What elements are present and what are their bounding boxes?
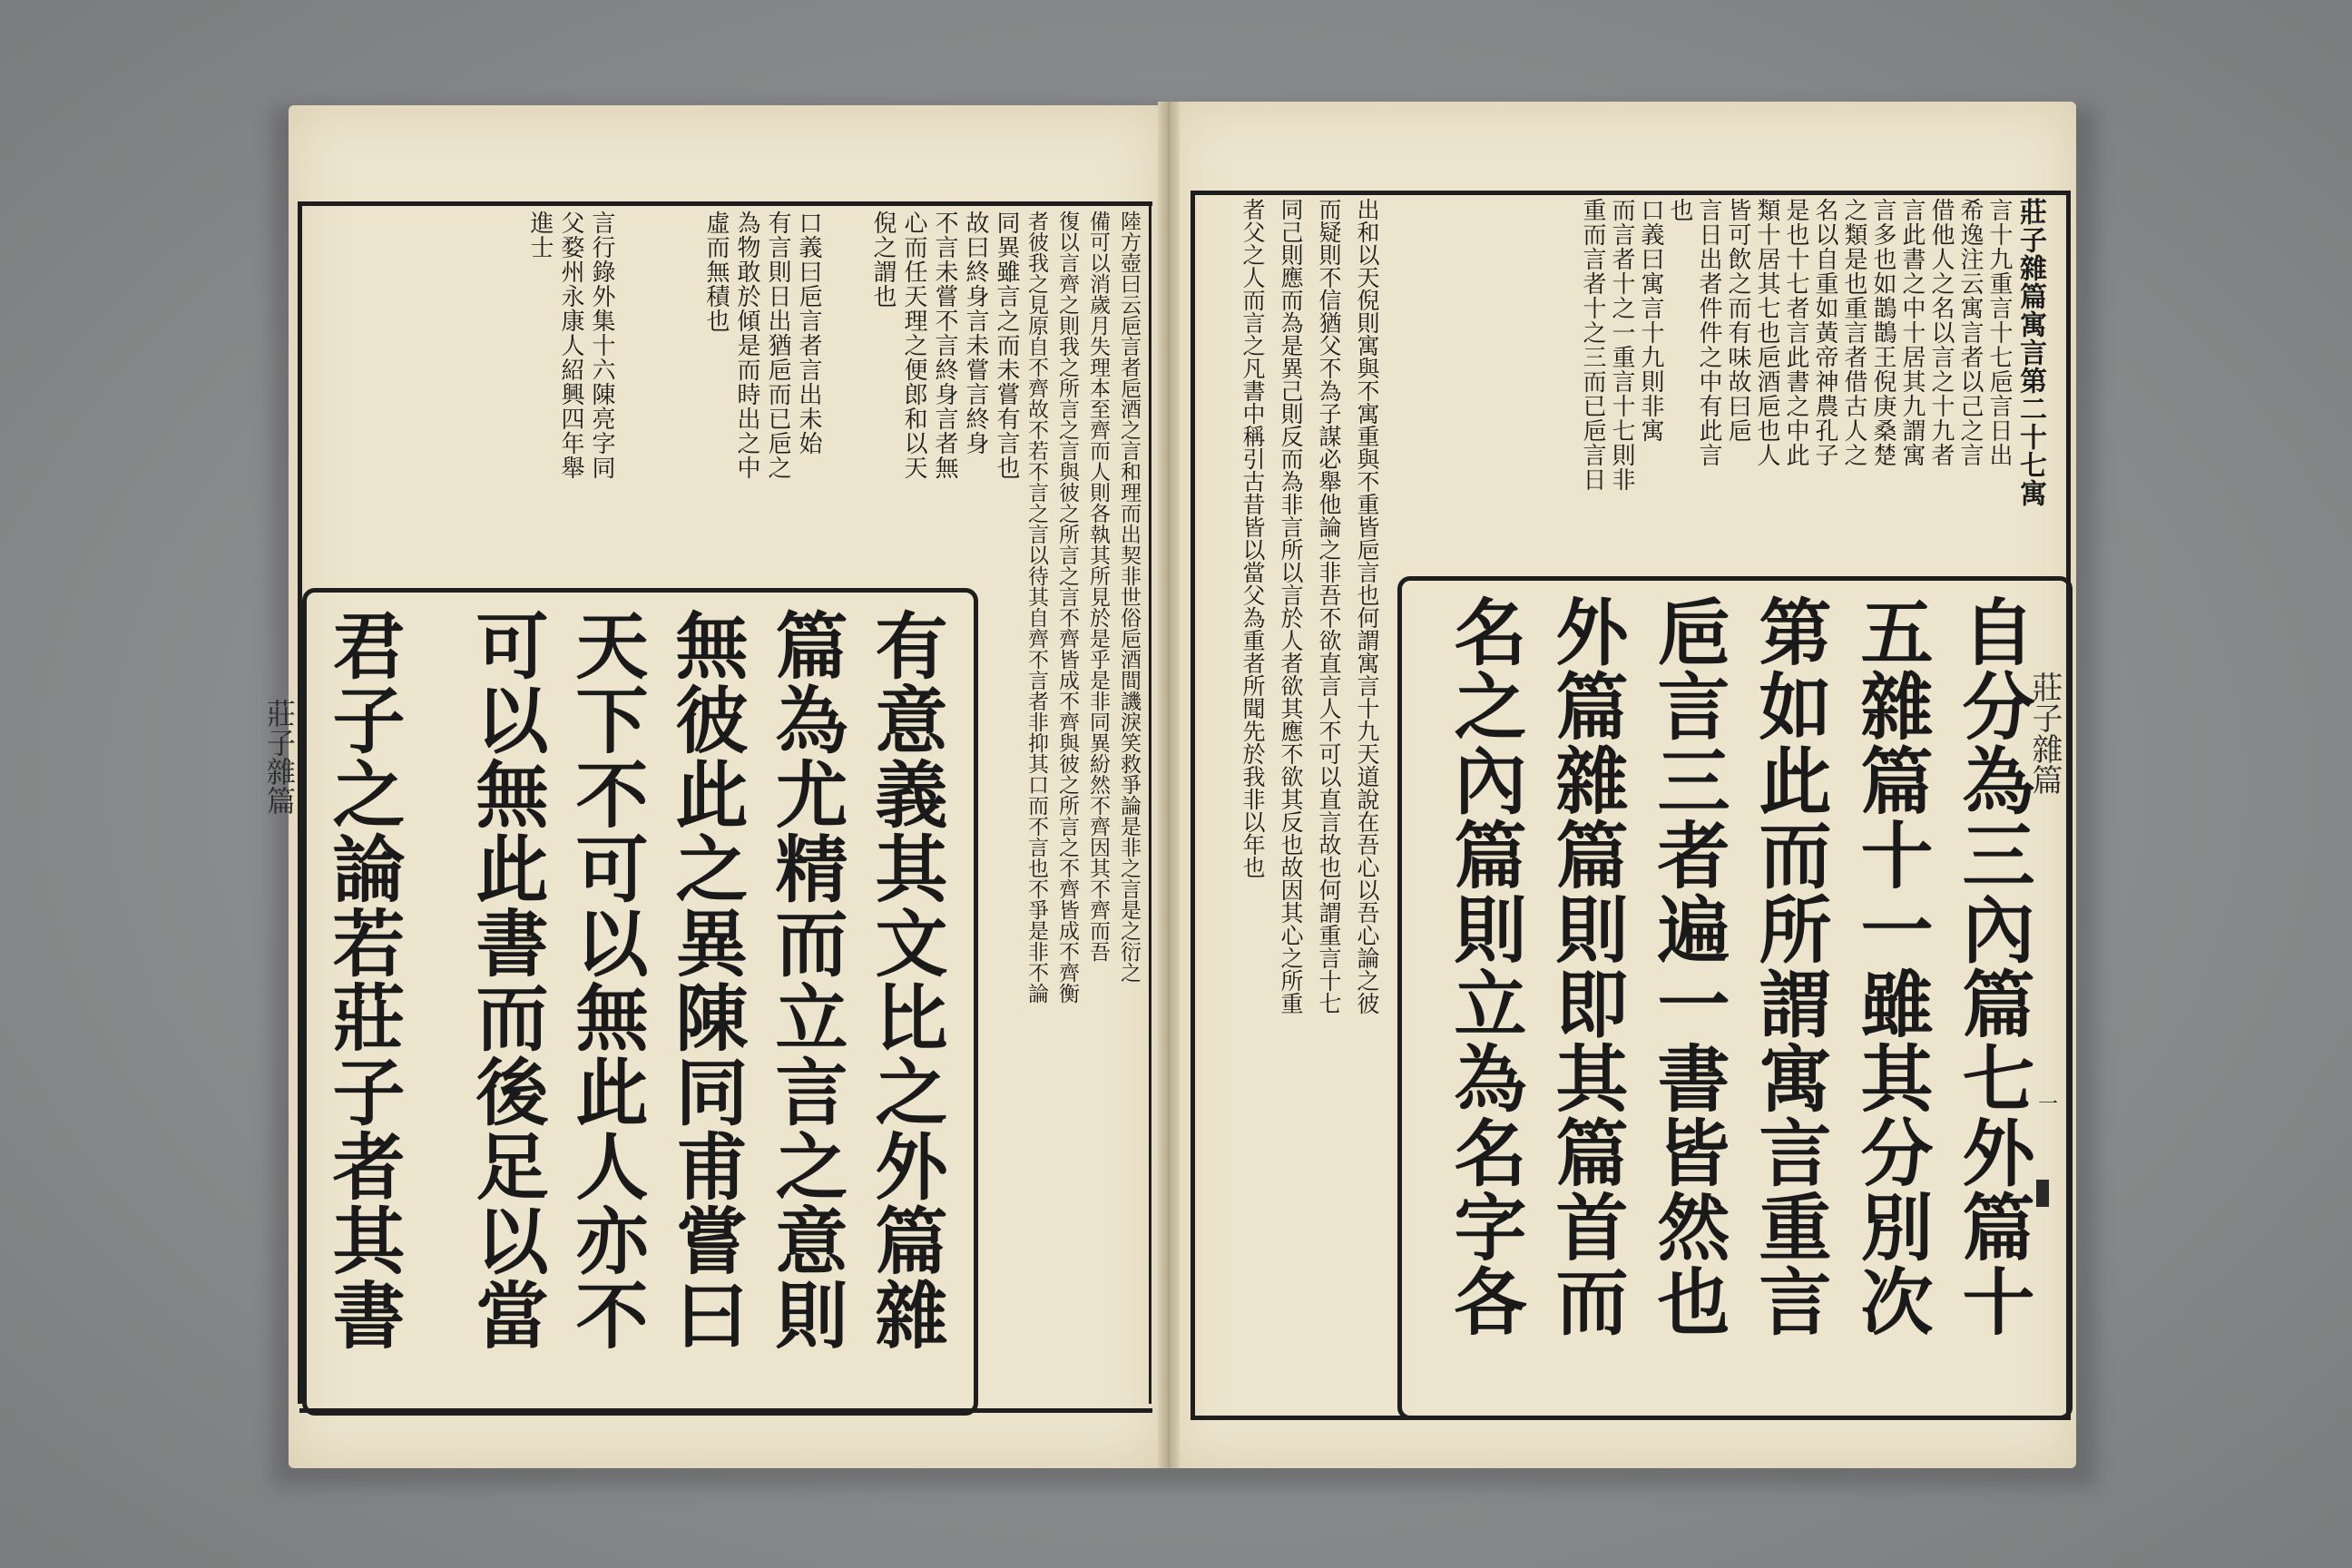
right-commentary-col: 口義曰寓言十九則非寓 [1637,198,1664,443]
left-main-col: 有意義其文比之外篇雜 [863,608,948,1352]
left-commentary-col: 進士 [526,211,554,260]
right-commentary-col: 借他人之名以言之十九者 [1927,198,1955,467]
left-commentary-col: 陸方壺曰云巵言者巵酒之言和理而出契非世俗巵酒間譏淚笑救爭論是非之言是之衍之 [1117,211,1141,983]
left-commentary-col: 不言未嘗不言終身言者無 [931,211,958,480]
right-commentary-col: 言此書之中十居其九謂寓 [1898,198,1926,467]
right-commentary-col: 者父之人而言之凡書中稱引古昔皆以當父為重者所聞先於我非以年也 [1240,198,1266,878]
right-commentary-col: 而言者十之一重言十七則非 [1608,198,1635,492]
right-commentary-col: 而疑則不信猶父不為子謀必舉他論之非吾不欲直言人不可以直言故也何謂重言十七 [1316,198,1342,1014]
right-main-col: 第如此而所謂寓言重言 [1747,594,1832,1338]
left-commentary-col: 者彼我之見原自不齊故不若不言之言以待其自齊不言者非抑其口而不言也不爭是非不論 [1024,211,1048,1004]
book-gutter [1158,102,1180,1468]
left-commentary-col: 復以言齊之則我之所言之言與彼之所言之言不齊皆成不齊與彼之所言之不齊皆成不齊衡 [1055,211,1079,1004]
right-main-col: 外篇雜篇則即其篇首而 [1544,594,1629,1338]
left-commentary-col: 心而任天理之便郎和以天 [900,211,927,480]
right-margin-title: 莊子雜篇 [2026,671,2063,795]
right-commentary-col: 莊子雜篇寓言第二十七寓 [2014,198,2046,507]
left-main-col: 君子之論若莊子者其書 [320,608,406,1352]
right-commentary-col: 言多也如鵲鵲王倪庚桑楚 [1869,198,1896,467]
right-commentary-col: 類十居其七也巵酒巵也人 [1753,198,1780,467]
right-page-number: 一 [2038,1093,2059,1116]
fish-tail-mark [2036,1180,2049,1207]
left-margin-title: 莊子雜篇 [262,699,297,815]
left-commentary-col: 倪之謂也 [869,211,897,309]
left-commentary-col: 同異雖言之而未嘗有言也 [993,211,1020,480]
left-commentary-col: 口義曰巵言者言出未始 [795,211,822,456]
left-commentary-col: 有言則日出猶巵而已巵之 [764,211,791,480]
right-commentary-col: 同己則應而為是異己則反而為非言所以言於人者欲其應不欲其反也故因其心之所重 [1278,198,1304,1014]
right-commentary-col: 名以自重如黃帝神農孔子 [1811,198,1838,467]
left-main-col: 篇為尤精而立言之意則 [763,608,848,1352]
right-commentary-col: 是也十七者言此書之中此 [1782,198,1809,467]
left-commentary-col: 備可以消歲月失理本至齊而人則各執其所見於是乎是非同異紛然不齊因其不齊而吾 [1086,211,1110,962]
left-commentary-col: 言行錄外集十六陳亮字同 [588,211,615,480]
left-commentary-col: 虛而無積也 [702,211,730,333]
right-commentary-col: 言十九重言十七巵言日出 [1985,198,2013,467]
right-commentary-col: 出和以天倪則寓與不寓重與不重皆巵言也何謂寓言十九天道說在吾心以吾心論之彼 [1354,198,1380,1014]
right-main-col: 巵言三者遍一書皆然也 [1645,594,1730,1338]
right-commentary-col: 之類是也重言者借古人之 [1840,198,1867,467]
right-main-col: 名之內篇則立為名字各 [1442,594,1527,1338]
left-commentary-col: 父婺州永康人紹興四年舉 [557,211,584,480]
right-commentary-col: 希逸注云寓言者以己之言 [1956,198,1984,467]
right-commentary-col: 皆可飲之而有味故曰巵 [1724,198,1751,443]
left-main-col: 天下不可以無此人亦不 [564,608,649,1352]
left-commentary-col: 故曰終身言未嘗言終身 [962,211,989,456]
left-frame-right-edge [1149,201,1152,1404]
right-main-col: 五雜篇十一雖其分別次 [1848,594,1934,1338]
left-main-col: 可以無此書而後足以當 [464,608,549,1352]
left-commentary-col: 為物敢於傾是而時出之中 [733,211,760,480]
right-commentary-col: 言日出者件件之中有此言 [1695,198,1722,467]
right-commentary-col: 重而言者十之三而已巵言日 [1579,198,1606,492]
left-main-col: 無彼此之異陳同甫嘗曰 [663,608,749,1352]
right-main-col: 自分為三內篇七外篇十 [1950,594,2035,1338]
right-commentary-col: 也 [1666,198,1693,222]
